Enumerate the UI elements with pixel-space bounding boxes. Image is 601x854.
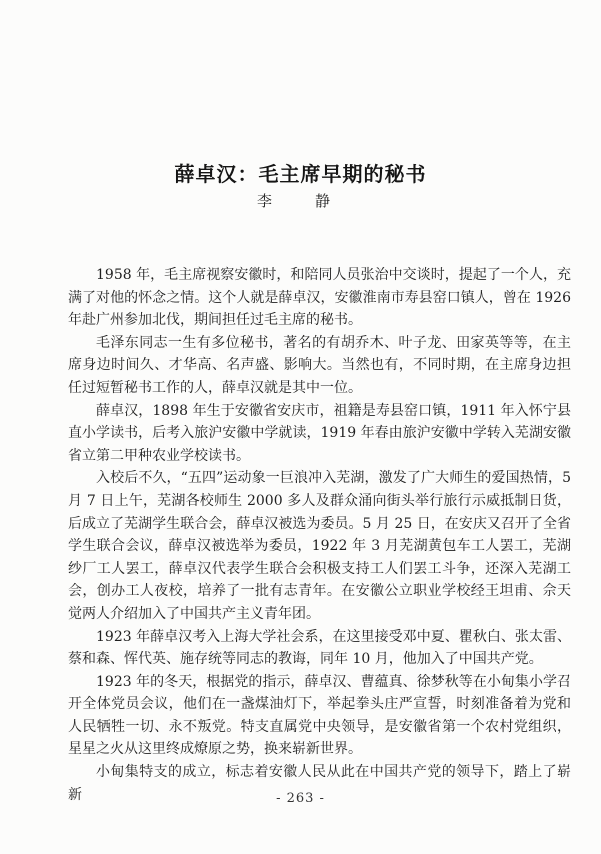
paragraph-4: 入校后不久，“五四”运动象一巨浪冲入芜湖，激发了广大师生的爱国热情，5 月 7 日上午，芜湖各校师生 2000 多人及群众涌向街头举行旅行示威抵制日货，后成立了芜湖学生联合会，薛卓汉被选为委员。5 月 25 日，在安庆又召开了全省学生联合会议，薛卓汉被选举为委员，1922 年 3 月芜湖黄包车工人罢工，芜湖纱厂工人罢工，薛卓汉代表学生联合会积极支持工人们罢工斗争，还深入芜湖工会，创办工人夜校，培养了一批有志青年。在安徽公立职业学校经王坦甫、佘天觉两人介绍加入了中国共产主义青年团。 xyxy=(68,470,571,622)
article-body xyxy=(68,264,571,806)
article-title: 薛卓汉：毛主席早期的秘书 xyxy=(174,162,427,186)
paragraph-1: 1958 年，毛主席视察安徽时，和陪同人员张治中交谈时，提起了一个人，充满了对他的怀念之情。这个人就是薛卓汉，安徽淮南市寿县窑口镇人，曾在 1926 年赴广州参加北伐，期间担任过毛主席的秘书。 xyxy=(68,267,571,329)
paragraph-2: 毛泽东同志一生有多位秘书，著名的有胡乔木、叶子龙、田家英等等，在主席身边时间久、才华高、名声盛、影响大。当然也有，不同时期，在主席身边担任过短暂秘书工作的人，薛卓汉就是其中一位。 xyxy=(68,334,571,396)
paragraph-6: 1923 年的冬天，根据党的指示，薛卓汉、曹蕴真、徐梦秋等在小甸集小学召开全体党员会议，他们在一盏煤油灯下，举起拳头庄严宣誓，时刻准备着为党和人民牺牲一切、永不叛党。特支直属党中央领导，是安徽省第一个农村党组织，星星之火从这里终成燎原之势，换来崭新世界。 xyxy=(68,673,571,758)
page-number: - 263 - xyxy=(276,791,325,806)
paragraph-7: 小甸集特支的成立，标志着安徽人民从此在中国共产党的领导下，踏上了崭新 xyxy=(68,764,571,803)
article-author: 李 静 xyxy=(256,192,344,210)
paragraph-5: 1923 年薛卓汉考入上海大学社会系，在这里接受邓中夏、瞿秋白、张太雷、蔡和森、恽代英、施存统等同志的教诲，同年 10 月，他加入了中国共产党。 xyxy=(68,628,571,668)
paragraph-3: 薛卓汉，1898 年生于安徽省安庆市，祖籍是寿县窑口镇，1911 年入怀宁县直小学读书，后考入旅沪安徽中学就读，1919 年春由旅沪安徽中学转入芜湖安徽省立第二甲种农业学校读书。 xyxy=(68,402,571,464)
